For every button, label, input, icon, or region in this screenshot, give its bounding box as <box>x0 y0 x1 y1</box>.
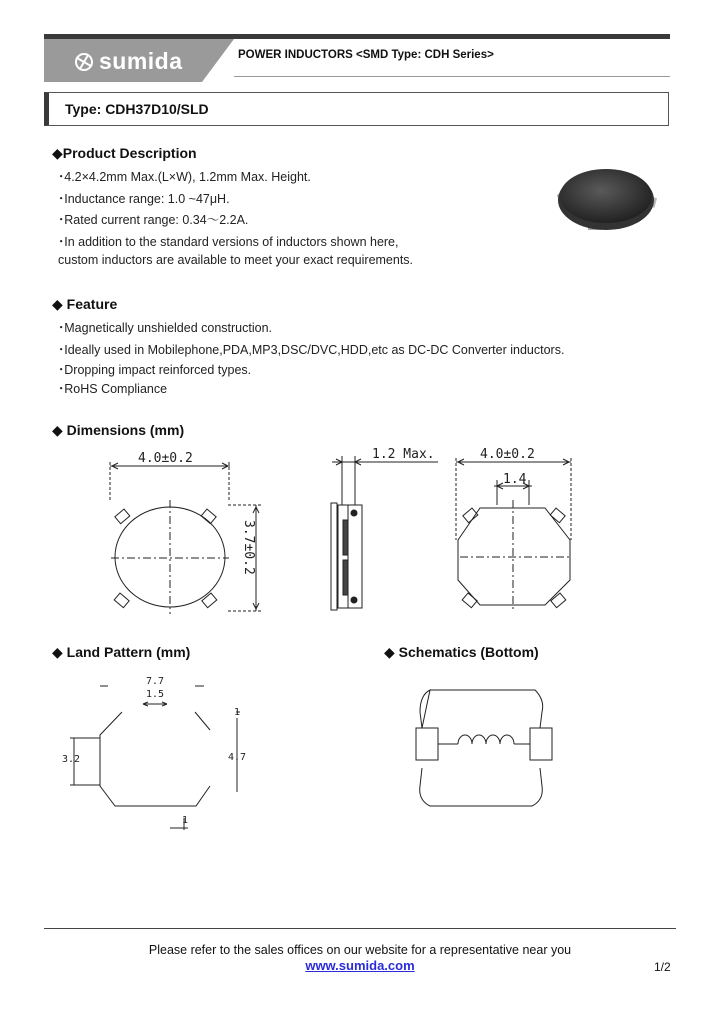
product-description-heading: ◆Product Description <box>52 145 197 161</box>
sumida-logo-icon <box>75 53 93 71</box>
feature-item: ･Magnetically unshielded construction. <box>58 321 273 335</box>
type-box <box>44 92 669 126</box>
sumida-logo <box>75 48 183 75</box>
header-rule <box>234 76 670 77</box>
description-item: custom inductors are available to meet your exact requirements. <box>58 253 414 267</box>
page-header <box>44 34 670 82</box>
side-view-drawing <box>331 456 438 610</box>
schematic-drawing <box>416 690 552 806</box>
page-number: 1/2 <box>654 960 671 974</box>
land-dim-top: 7.7 <box>146 676 165 687</box>
footer-text: Please refer to the sales offices on our website for a representative near you <box>148 943 572 957</box>
description-item: ･In addition to the standard versions of inductors shown here, <box>58 235 399 249</box>
top-view-width-label: 4.0±0.2 <box>138 451 193 466</box>
logo-text: sumida <box>99 48 183 74</box>
logo-slant <box>202 39 234 82</box>
side-view-height-label: 1.2 Max. <box>372 447 435 462</box>
top-view-height-label: 3.7±0.2 <box>241 520 256 575</box>
type-label: Type: CDH37D10/SLD <box>65 101 209 117</box>
description-item: ･4.2×4.2mm Max.(L×W), 1.2mm Max. Height. <box>58 170 311 184</box>
feature-item: ･Dropping impact reinforced types. <box>58 363 252 377</box>
land-dim-bottom: 1 <box>182 815 189 826</box>
product-photo <box>548 160 666 238</box>
footer-rule <box>44 928 676 929</box>
bottom-view-width-label: 4.0±0.2 <box>480 447 535 462</box>
feature-heading: ◆ Feature <box>52 296 118 312</box>
feature-item: ･Ideally used in Mobilephone,PDA,MP3,DSC/DVC,HDD,etc as DC-DC Converter inductors. <box>58 343 565 357</box>
feature-item: ･RoHS Compliance <box>58 382 168 396</box>
land-dim-gap: 1.5 <box>146 689 165 700</box>
land-pattern-heading: ◆ Land Pattern (mm) <box>52 644 191 660</box>
bottom-view-gap-label: 1.4 <box>503 472 527 487</box>
land-pattern-drawing <box>70 686 240 830</box>
description-item: ･Rated current range: 0.34～2.2A. <box>58 213 249 227</box>
website-link[interactable]: www.sumida.com <box>305 958 415 973</box>
land-dim-corner: 1 <box>234 707 241 718</box>
land-dim-left: 3.2 <box>62 754 81 765</box>
dimensions-heading: ◆ Dimensions (mm) <box>52 422 185 438</box>
header-title: POWER INDUCTORS <SMD Type: CDH Series> <box>238 49 494 61</box>
description-item: ･Inductance range: 1.0 ~47μH. <box>58 192 230 206</box>
top-view-drawing <box>110 462 262 614</box>
land-dim-right: 4.7 <box>228 752 247 763</box>
schematics-heading: ◆ Schematics (Bottom) <box>384 644 539 660</box>
